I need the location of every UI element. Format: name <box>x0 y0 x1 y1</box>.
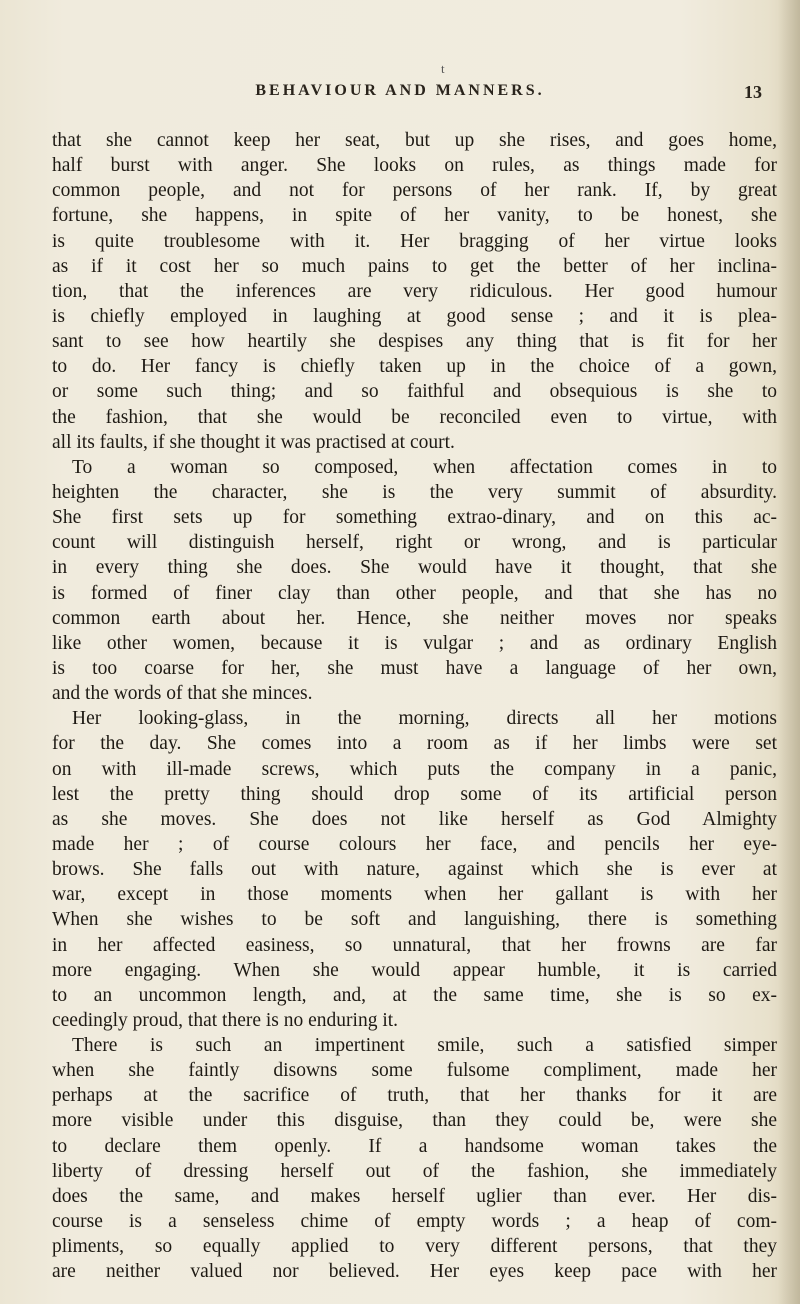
text-line: are neither valued nor believed. Her eyes keep pace with her <box>52 1261 777 1283</box>
text-line: perhaps at the sacrifice of truth, that her thanks for it are <box>52 1085 777 1107</box>
text-line: She first sets up for something extrao-dinary, and on this ac- <box>52 507 777 529</box>
text-line: is chiefly employed in laughing at good sense ; and it is plea- <box>52 305 777 327</box>
text-line: more engaging. When she would appear humble, it is carried <box>52 959 777 981</box>
text-line: in every thing she does. She would have it thought, that she <box>52 557 777 579</box>
text-line: half burst with anger. She looks on rules, as things made for <box>52 155 777 177</box>
running-head <box>0 82 800 106</box>
text-line: When she wishes to be soft and languishing, there is something <box>52 909 777 931</box>
text-line: when she faintly disowns some fulsome compliment, made her <box>52 1060 777 1082</box>
text-line: to do. Her fancy is chiefly taken up in the choice of a gown, <box>52 356 777 378</box>
text-line: count will distinguish herself, right or wrong, and is particular <box>52 532 777 554</box>
text-line: common people, and not for persons of her rank. If, by great <box>52 180 777 202</box>
text-line: made her ; of course colours her face, and pencils her eye- <box>52 833 777 855</box>
text-line: is quite troublesome with it. Her bragging of her virtue looks <box>52 230 777 252</box>
text-line: and the words of that she minces. <box>52 683 313 705</box>
text-line: as if it cost her so much pains to get the better of her inclina- <box>52 255 777 277</box>
text-line: the fashion, that she would be reconciled even to virtue, with <box>52 406 777 428</box>
print-marker: t <box>441 61 445 76</box>
text-line: tion, that the inferences are very ridiculous. Her good humour <box>52 280 777 302</box>
text-line: course is a senseless chime of empty words ; a heap of com- <box>52 1211 777 1233</box>
text-line: To a woman so composed, when affectation comes in to <box>72 456 777 478</box>
text-line: war, except in those moments when her gallant is with her <box>52 884 777 906</box>
text-line: liberty of dressing herself out of the fashion, she immediately <box>52 1160 777 1182</box>
text-line: like other women, because it is vulgar ; and as ordinary English <box>52 632 777 654</box>
text-line: as she moves. She does not like herself as God Almighty <box>52 808 777 830</box>
text-line: heighten the character, she is the very summit of absurdity. <box>52 481 777 503</box>
text-line: all its faults, if she thought it was practised at court. <box>52 431 455 453</box>
page-text-body <box>52 128 777 1284</box>
text-line: ceedingly proud, that there is no enduring it. <box>52 1009 399 1031</box>
text-line: does the same, and makes herself uglier than ever. Her dis- <box>52 1185 777 1207</box>
text-line: is formed of finer clay than other people, and that she has no <box>52 582 777 604</box>
text-line: sant to see how heartily she despises any thing that is fit for her <box>52 331 777 353</box>
text-line: that she cannot keep her seat, but up she rises, and goes home, <box>52 130 777 151</box>
text-line: in her affected easiness, so unnatural, that her frowns are far <box>52 934 777 956</box>
text-line: common earth about her. Hence, she neither moves nor speaks <box>52 607 777 629</box>
text-line: on with ill-made screws, which puts the company in a panic, <box>52 758 777 780</box>
text-line: more visible under this disguise, than they could be, were she <box>52 1110 777 1132</box>
text-line: There is such an impertinent smile, such a satisfied simper <box>72 1035 777 1057</box>
text-line: or some such thing; and so faithful and obsequious is she to <box>52 381 777 403</box>
text-line: brows. She falls out with nature, against which she is ever at <box>52 859 777 881</box>
running-head-title: BEHAVIOUR AND MANNERS. <box>255 82 545 99</box>
text-line: pliments, so equally applied to very different persons, that they <box>52 1236 777 1258</box>
text-line: fortune, she happens, in spite of her vanity, to be honest, she <box>52 205 777 227</box>
text-line: for the day. She comes into a room as if her limbs were set <box>52 733 777 755</box>
page-number: 13 <box>744 82 762 102</box>
text-line: to an uncommon length, and, at the same time, she is so ex- <box>52 984 777 1006</box>
text-line: to declare them openly. If a handsome woman takes the <box>52 1135 777 1157</box>
text-line: Her looking-glass, in the morning, directs all her motions <box>72 708 777 730</box>
page-edge-shadow <box>778 0 800 1304</box>
text-line: is too coarse for her, she must have a language of her own, <box>52 657 777 679</box>
text-line: lest the pretty thing should drop some of its artificial person <box>52 783 777 805</box>
